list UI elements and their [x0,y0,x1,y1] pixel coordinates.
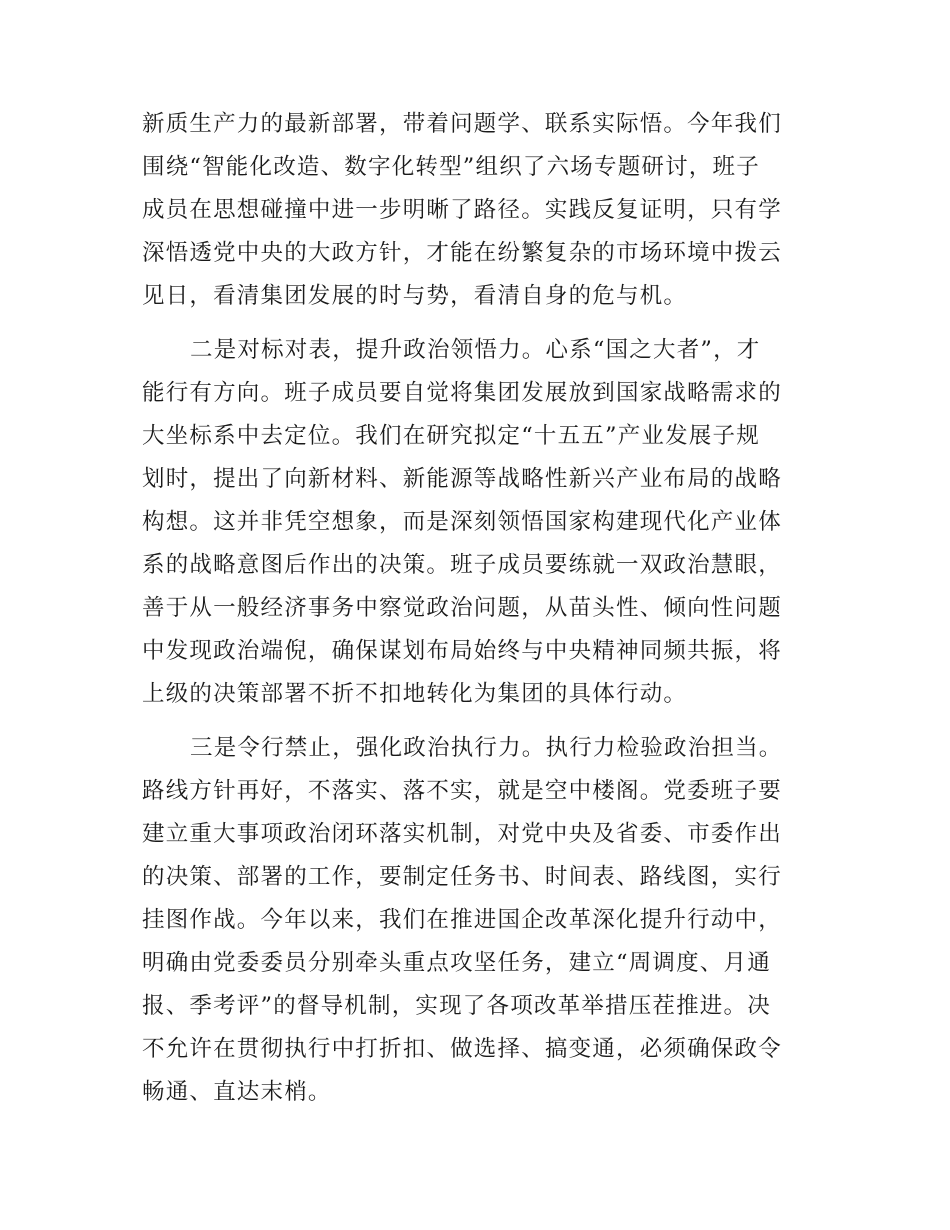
text-line: 善于从一般经济事务中察觉政治问题，从苗头性、倾向性问题 [142,595,782,621]
text-line: 构想。这并非凭空想象，而是深刻领悟国家构建现代化产业体 [142,509,782,535]
text-line: 中发现政治端倪，确保谋划布局始终与中央精神同频共振，将 [142,638,782,664]
text-line: 见日，看清集团发展的时与势，看清自身的危与机。 [142,283,688,309]
text-line: 上级的决策部署不折不扣地转化为集团的具体行动。 [142,681,688,707]
text-line: 建立重大事项政治闭环落实机制，对党中央及省委、市委作出 [142,821,782,847]
text-line: 畅通、直达末梢。 [142,1079,332,1105]
text-line: 能行有方向。班子成员要自觉将集团发展放到国家战略需求的 [142,380,782,406]
text-line: 报、季考评”的督导机制，实现了各项改革举措压茬推进。决 [142,993,771,1019]
text-line: 成员在思想碰撞中进一步明晰了路径。实践反复证明，只有学 [142,197,782,223]
text-line: 划时，提出了向新材料、新能源等战略性新兴产业布局的战略 [142,466,782,492]
text-line: 不允许在贯彻执行中打折扣、做选择、搞变通，必须确保政令 [142,1036,782,1062]
body-text [142,103,812,1125]
text-line: 围绕“智能化改造、数字化转型”组织了六场专题研讨，班子 [142,154,760,180]
paragraph-1 [142,103,812,318]
text-line: 明确由党委委员分别牵头重点攻坚任务，建立“周调度、月通 [142,950,771,976]
text-line: 新质生产力的最新部署，带着问题学、联系实际悟。今年我们 [142,111,782,137]
text-line: 挂图作战。今年以来，我们在推进国企改革深化提升行动中， [142,907,782,933]
text-line: 深悟透党中央的大政方针，才能在纷繁复杂的市场环境中拨云 [142,240,782,266]
text-line: 三是令行禁止，强化政治执行力。执行力检验政治担当。 [190,735,783,761]
text-line: 的决策、部署的工作，要制定任务书、时间表、路线图，实行 [142,864,782,890]
text-line: 二是对标对表，提升政治领悟力。心系“国之大者”，才 [190,337,761,363]
paragraph-2 [142,329,812,716]
text-line: 路线方针再好，不落实、落不实，就是空中楼阁。党委班子要 [142,778,782,804]
paragraph-3 [142,727,812,1114]
text-line: 系的战略意图后作出的决策。班子成员要练就一双政治慧眼， [142,552,782,578]
text-line: 大坐标系中去定位。我们在研究拟定“十五五”产业发展子规 [142,423,760,449]
